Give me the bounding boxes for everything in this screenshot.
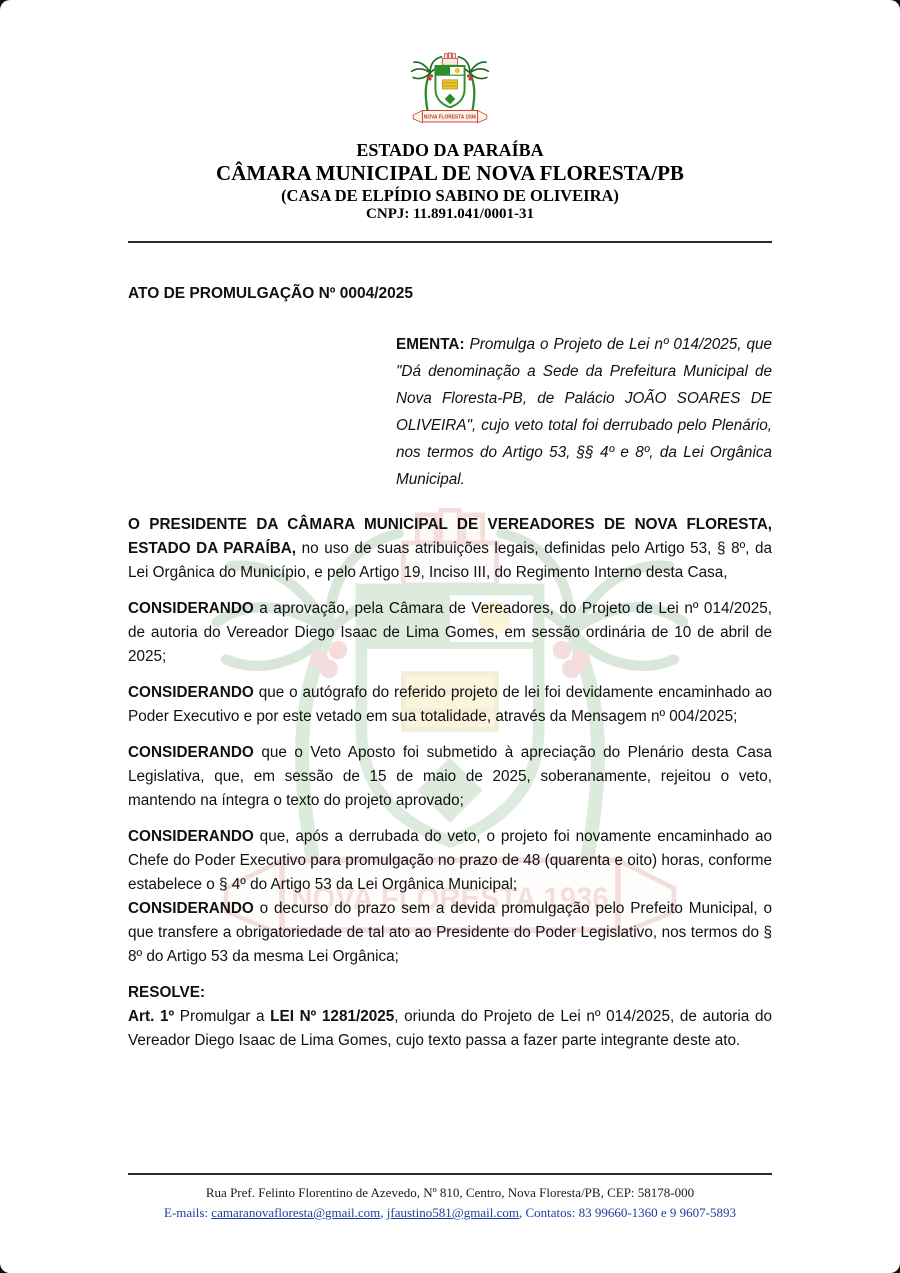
considerando-paragraph-4: [128, 825, 772, 897]
footer-contacts-separator: ,: [380, 1205, 387, 1220]
letterhead-cnpj: CNPJ: 11.891.041/0001-31: [366, 206, 534, 222]
preamble-lead: O PRESIDENTE DA CÂMARA MUNICIPAL DE VEREADORES DE NOVA FLORESTA, ESTADO DA PARAÍBA,: [128, 516, 772, 557]
considerando-paragraph-1: [128, 597, 772, 669]
ementa-block: [396, 331, 772, 493]
considerando-paragraph-3: [128, 741, 772, 813]
law-number: LEI Nº 1281/2025: [270, 1008, 395, 1025]
letterhead-chamber: CÂMARA MUNICIPAL DE NOVA FLORESTA/PB: [216, 161, 684, 185]
article-1-number: Art. 1º: [128, 1008, 175, 1025]
considerando-text: que o autógrafo do referido projeto de lei foi devidamente encaminhado ao Poder Executivo e por este vetado em sua totalidade, através da Mensagem nº 004/2025;: [128, 684, 772, 725]
considerando-text: a aprovação, pela Câmara de Vereadores, do Projeto de Lei nº 014/2025, de autoria do Vereador Diego Isaac de Lima Gomes, em sessão ordinária de 10 de abril de 2025;: [128, 600, 772, 665]
footer-email-1[interactable]: camaranovafloresta@gmail.com: [211, 1205, 381, 1220]
footer-contacts-prefix: E-mails:: [164, 1205, 212, 1220]
article-1-text-cont: , oriunda do Projeto de Lei nº 014/2025, de autoria do Vereador Diego Isaac de Lima Gomes, cujo texto passa a fazer parte integrante deste ato.: [128, 1008, 772, 1049]
letterhead-state: ESTADO DA PARAÍBA: [356, 140, 544, 160]
article-1-paragraph: [128, 1005, 772, 1053]
considerando-text: que o Veto Aposto foi submetido à apreciação do Plenário desta Casa Legislativa, que, em sessão de 15 de maio de 2025, soberanamente, rejeitou o veto, mantendo na íntegra o texto do projeto aprovado;: [128, 744, 772, 809]
considerando-paragraph-5: [128, 897, 772, 969]
considerando-lead: CONSIDERANDO: [128, 600, 254, 617]
letterhead: [128, 0, 772, 243]
preamble-rest: no uso de suas atribuições legais, definidas pelo Artigo 53, § 8º, da Lei Orgânica do Município, e pelo Artigo 19, Inciso III, do Regimento Interno desta Casa,: [128, 540, 772, 581]
ementa-text: Promulga o Projeto de Lei nº 014/2025, que "Dá denominação a Sede da Prefeitura Municipal de Nova Floresta-PB, de Palácio JOÃO SOARES DE OLIVEIRA", cujo veto total foi derrubado pelo Plenário, nos termos do Artigo 53, §§ 4º e 8º, da Lei Orgânica Municipal.: [396, 336, 772, 488]
letterhead-house-name: (CASA DE ELPÍDIO SABINO DE OLIVEIRA): [281, 186, 619, 205]
ementa-label: EMENTA:: [396, 336, 465, 353]
footer-contacts-suffix: , Contatos: 83 99660-1360 e 9 9607-5893: [518, 1205, 736, 1220]
considerando-lead: CONSIDERANDO: [128, 684, 254, 701]
article-1-text: Promulgar a: [174, 1008, 271, 1025]
preamble-paragraph: [128, 513, 772, 585]
document-title: ATO DE PROMULGAÇÃO Nº 0004/2025: [128, 285, 414, 302]
municipal-crest-icon: [404, 46, 496, 132]
document-body: [128, 285, 772, 1053]
resolve-label: RESOLVE:: [128, 984, 206, 1001]
footer-email-2[interactable]: jfaustino581@gmail.com: [386, 1205, 519, 1220]
header-divider: [128, 241, 772, 243]
considerando-text: o decurso do prazo sem a devida promulgação pelo Prefeito Municipal, o que transfere a obrigatoriedade de tal ato ao Presidente do Poder Legislativo, nos termos do § 8º do Artigo 53 da mesma Lei Orgânica;: [128, 900, 772, 965]
footer-divider: [128, 1173, 772, 1175]
footer-address: Rua Pref. Felinto Florentino de Azevedo, Nº 810, Centro, Nova Floresta/PB, CEP: 58178-000: [205, 1185, 695, 1200]
considerando-paragraph-2: [128, 681, 772, 729]
considerando-lead: CONSIDERANDO: [128, 900, 254, 917]
considerando-lead: CONSIDERANDO: [128, 744, 254, 761]
document-footer: [128, 1173, 772, 1221]
considerando-text: que, após a derrubada do veto, o projeto foi novamente encaminhado ao Chefe do Poder Executivo para promulgação no prazo de 48 (quarenta e oito) horas, conforme estabelece o § 4º do Artigo 53 da Lei Orgânica Municipal;: [128, 828, 772, 893]
footer-contacts: [128, 1205, 772, 1221]
considerando-lead: CONSIDERANDO: [128, 828, 254, 845]
